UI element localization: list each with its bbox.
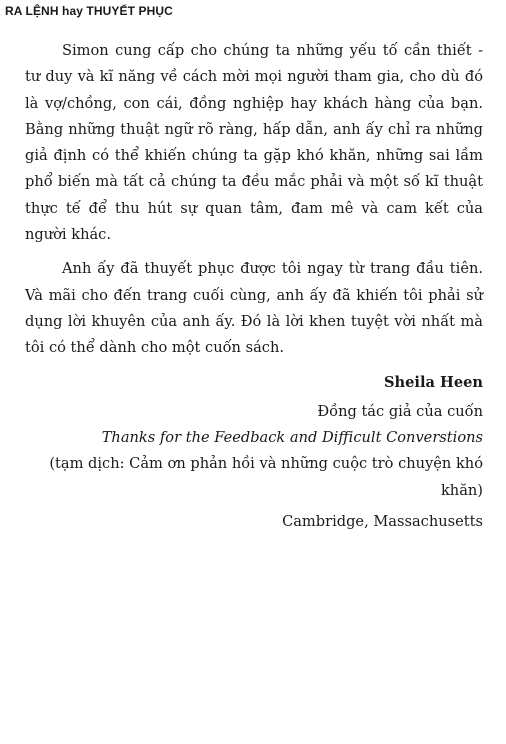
author-name: Sheila Heen (383, 373, 483, 391)
page-content (25, 38, 483, 535)
body-paragraph-2: Anh ấy đã thuyết phục được tôi ngay từ trang đầu tiên. Và mãi cho đến trang cuối cùng, anh ấy đã khiến tôi phải sử dụng lời khuyên của anh ấy. Đó là lời khen tuyệt vời nhất mà tôi có thể dành cho một cuốn sách. (25, 260, 483, 357)
running-header: RA LỆNH hay THUYẾT PHỤC (5, 4, 173, 18)
author-location: Cambridge, Massachusetts (282, 513, 483, 531)
book-title: Thanks for the Feedback and Difficult Converstions (101, 429, 483, 447)
translation-note: (tạm dịch: Cảm ơn phản hồi và những cuộc trò chuyện khó khăn) (49, 455, 483, 499)
body-paragraph-1: Simon cung cấp cho chúng ta những yếu tố cần thiết - tư duy và kĩ năng về cách mời mọi người tham gia, cho dù đó là vợ/chồng, con cái, đồng nghiệp hay khách hàng của bạn. Bằng những thuật ngữ rõ ràng, hấp dẫn, anh ấy chỉ ra những giả định có thể khiến chúng ta gặp khó khăn, những sai lầm phổ biến mà tất cả chúng ta đều mắc phải và một số kĩ thuật thực tế để thu hút sự quan tâm, đam mê và cam kết của người khác. (25, 42, 483, 244)
author-role: Đồng tác giả của cuốn (317, 402, 483, 420)
